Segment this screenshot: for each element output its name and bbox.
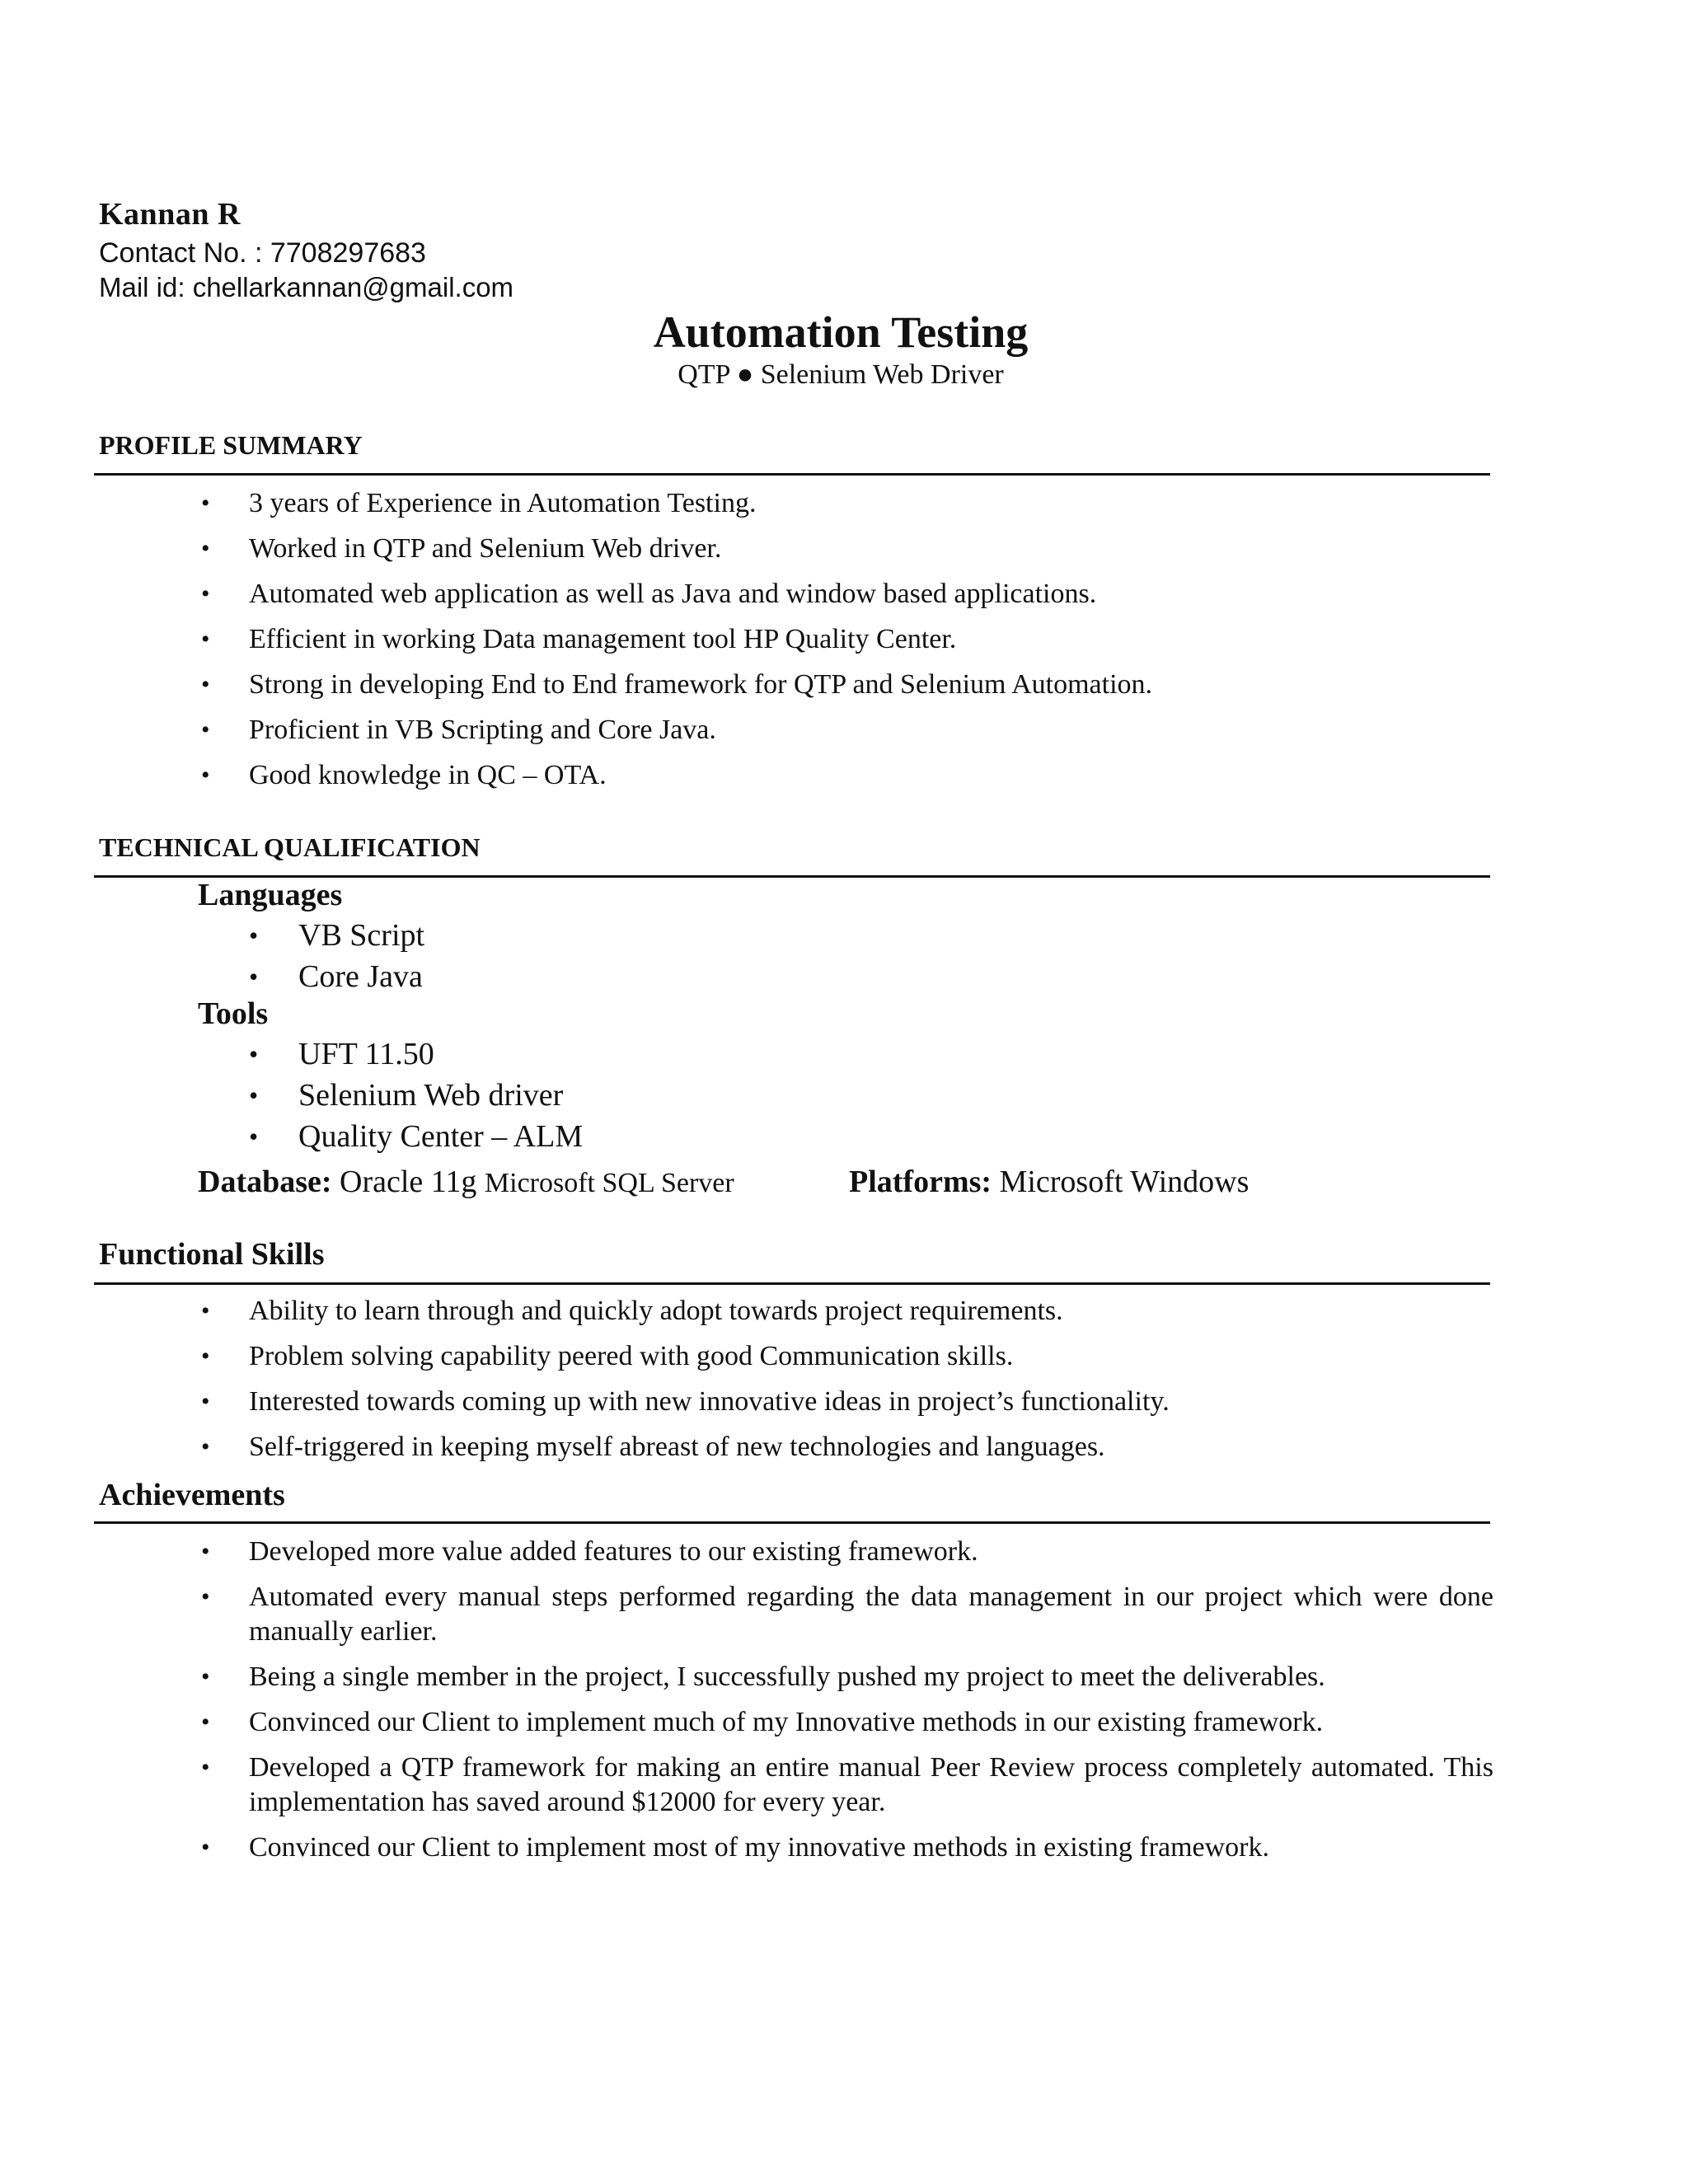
mail-id: Mail id: chellarkannan@gmail.com: [99, 272, 514, 302]
list-item: • Automated every manual steps performed regarding the data management in our project which were done manually earlier.: [201, 1582, 1493, 1647]
achievements-rule: [94, 1521, 1490, 1524]
list-item: • Proficient in VB Scripting and Core Java.: [191, 713, 1493, 748]
technical-qualification-heading: TECHNICAL QUALIFICATION: [99, 832, 481, 862]
platforms-label: Platforms:: [849, 1165, 992, 1199]
profile-summary-list: [191, 486, 1493, 804]
bullet-icon: •: [201, 490, 210, 517]
contact-number: Contact No. : 7708297683: [99, 237, 426, 269]
bullet-icon: •: [201, 626, 210, 653]
bullet-icon: •: [201, 716, 210, 743]
candidate-name: Kannan R: [99, 197, 241, 232]
list-item: • Strong in developing End to End framework for QTP and Selenium Automation.: [191, 668, 1493, 702]
list-item: • Automated web application as well as Java and window based applications.: [191, 577, 1493, 612]
bullet-icon: •: [201, 762, 210, 789]
bullet-icon: •: [249, 921, 259, 950]
functional-skills-rule: [94, 1282, 1490, 1285]
list-item: • Worked in QTP and Selenium Web driver.: [191, 532, 1493, 566]
bullet-icon: •: [201, 1433, 210, 1460]
list-item: • Convinced our Client to implement much of my Innovative methods in our existing framework.: [191, 1705, 1493, 1740]
list-item: • Self-triggered in keeping myself abreast of new technologies and languages.: [191, 1430, 1493, 1465]
list-item: • Good knowledge in QC – OTA.: [191, 758, 1493, 793]
bullet-icon: •: [249, 962, 259, 991]
bullet-icon: •: [201, 1754, 210, 1781]
bullet-icon: •: [201, 580, 210, 607]
resume-title: Automation Testing: [653, 307, 1029, 357]
functional-skills-list: [191, 1294, 1493, 1475]
resume-subtitle: QTP ● Selenium Web Driver: [678, 359, 1004, 390]
list-item: • Developed a QTP framework for making an entire manual Peer Review process completely automated. This implementation has saved around $12000 for every year.: [201, 1752, 1493, 1817]
achievements-heading: Achievements: [99, 1478, 285, 1512]
database-label: Database:: [198, 1165, 332, 1199]
bullet-icon: •: [201, 1583, 210, 1610]
languages-heading: Languages: [198, 878, 343, 912]
database-value-sqlserver: Microsoft SQL Server: [484, 1168, 734, 1198]
list-item: • Being a single member in the project, I successfully pushed my project to meet the deliverables.: [191, 1660, 1493, 1694]
list-item: • UFT 11.50: [247, 1033, 907, 1075]
bullet-icon: •: [201, 1388, 210, 1415]
list-item: • Quality Center – ALM: [247, 1116, 907, 1157]
list-item: • Convinced our Client to implement most of my innovative methods in existing framework.: [191, 1830, 1493, 1865]
tools-heading: Tools: [198, 996, 269, 1031]
bullet-icon: •: [201, 1297, 210, 1324]
bullet-icon: •: [249, 1122, 259, 1151]
list-item: • Interested towards coming up with new innovative ideas in project’s functionality.: [191, 1385, 1493, 1419]
profile-summary-rule: [94, 473, 1490, 476]
profile-summary-heading: PROFILE SUMMARY: [99, 430, 363, 460]
list-item: • Core Java: [247, 956, 907, 997]
bullet-icon: •: [201, 1343, 210, 1370]
platforms-value: Microsoft Windows: [999, 1165, 1250, 1199]
bullet-icon: •: [201, 671, 210, 698]
bullet-icon: •: [201, 535, 210, 562]
functional-skills-heading: Functional Skills: [99, 1237, 325, 1272]
platforms-line: [849, 1164, 1249, 1200]
list-item: • VB Script: [247, 915, 907, 956]
languages-list: [247, 915, 907, 997]
bullet-icon: •: [201, 1708, 210, 1736]
list-item: • Ability to learn through and quickly adopt towards project requirements.: [191, 1294, 1493, 1329]
list-item: • Developed more value added features to our existing framework.: [191, 1535, 1493, 1569]
list-item: • Problem solving capability peered with good Communication skills.: [191, 1339, 1493, 1374]
list-item: • Efficient in working Data management tool HP Quality Center.: [191, 622, 1493, 657]
achievements-list: [191, 1535, 1493, 1876]
bullet-icon: •: [249, 1080, 259, 1110]
bullet-icon: •: [201, 1834, 210, 1861]
list-item: • 3 years of Experience in Automation Testing.: [191, 486, 1493, 521]
bullet-icon: •: [201, 1538, 210, 1565]
list-item: • Selenium Web driver: [247, 1075, 907, 1116]
tools-list: [247, 1033, 907, 1157]
database-value-oracle: Oracle 11g: [340, 1165, 477, 1199]
bullet-icon: •: [249, 1039, 259, 1069]
bullet-icon: •: [201, 1663, 210, 1690]
database-line: [198, 1164, 734, 1200]
